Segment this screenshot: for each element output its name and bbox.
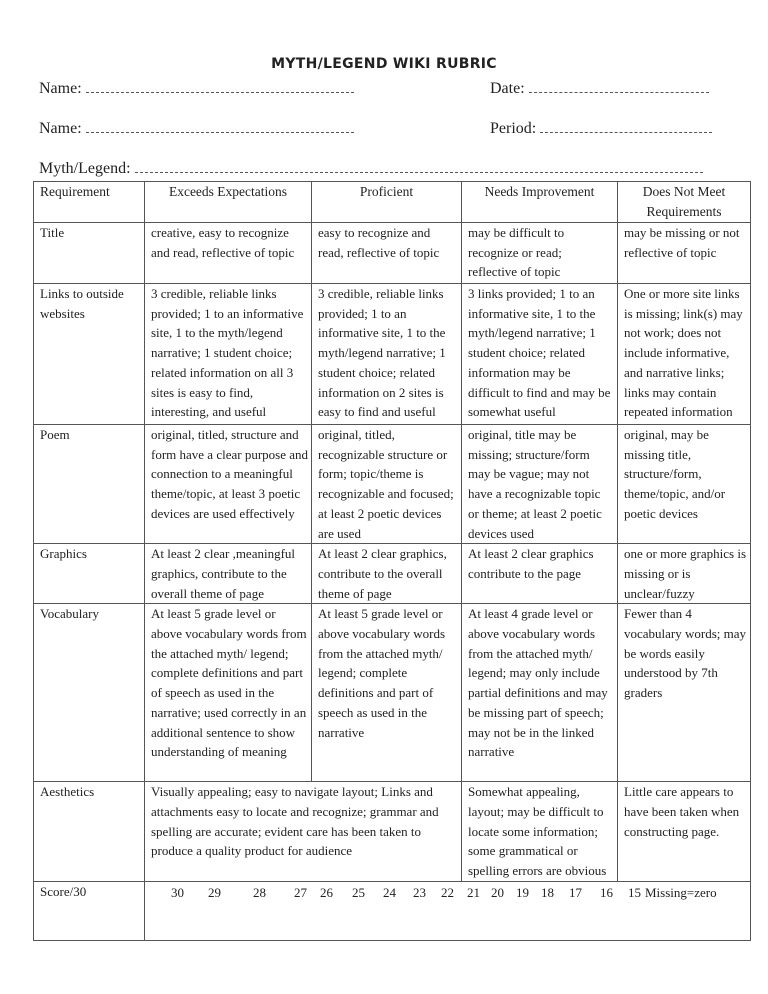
header-does-not-meet: Does Not Meet Requirements — [618, 182, 751, 223]
name-field-2[interactable] — [39, 120, 354, 138]
criteria-cell: Visually appealing; easy to navigate layout; Links and attachments easy to locate and recognize; grammar and spelling are accurate; evident care has been taken to produce a quality product for audience — [145, 782, 462, 882]
header-proficient: Proficient — [312, 182, 462, 223]
score-option[interactable]: 30 — [171, 884, 184, 900]
name-label: Name: — [39, 120, 82, 137]
criteria-cell: may be missing or not reflective of topic — [618, 223, 751, 284]
criteria-cell: 3 credible, reliable links provided; 1 to an informative site, 1 to the myth/legend narrative; 1 student choice; related information on 2 sites is easy to find and useful — [312, 284, 462, 425]
criteria-cell: original, titled, recognizable structure or form; topic/theme is recognizable and focused; at least 2 poetic devices are used — [312, 425, 462, 544]
header-row — [34, 182, 751, 223]
score-option[interactable]: 20 — [491, 884, 504, 900]
criteria-cell: may be difficult to recognize or read; reflective of topic — [462, 223, 618, 284]
header-requirement: Requirement — [34, 182, 145, 223]
score-option[interactable]: 26 — [320, 884, 333, 900]
table-row — [34, 604, 751, 782]
score-option[interactable]: 24 — [383, 884, 396, 900]
requirement-cell: Aesthetics — [34, 782, 145, 882]
header-needs-improvement: Needs Improvement — [462, 182, 618, 223]
requirement-cell: Poem — [34, 425, 145, 544]
requirement-cell: Vocabulary — [34, 604, 145, 782]
criteria-cell: original, titled, structure and form have a clear purpose and connection to a meaningful theme/topic, at least 3 poetic devices are used effectively — [145, 425, 312, 544]
score-option[interactable]: 23 — [413, 884, 426, 900]
table-row — [34, 425, 751, 544]
criteria-cell: Somewhat appealing, layout; may be difficult to locate some information; some grammatical or spelling errors are obvious — [462, 782, 618, 882]
score-option[interactable]: 21 — [467, 884, 480, 900]
score-option[interactable]: 15 — [628, 884, 641, 900]
criteria-cell: One or more site links is missing; link(s) may not work; does not include informative, and narrative links; links may contain repeated information — [618, 284, 751, 425]
criteria-cell: 3 links provided; 1 to an informative site, 1 to the myth/legend narrative; 1 student choice; related information may be difficult to find and may be somewhat useful — [462, 284, 618, 425]
criteria-cell: easy to recognize and read, reflective of topic — [312, 223, 462, 284]
criteria-cell: original, may be missing title, structure/form, theme/topic, and/or poetic devices — [618, 425, 751, 544]
period-field[interactable] — [490, 120, 712, 138]
table-row-aesthetics — [34, 782, 751, 882]
criteria-cell: creative, easy to recognize and read, reflective of topic — [145, 223, 312, 284]
period-label: Period: — [490, 120, 537, 137]
requirement-cell: Graphics — [34, 544, 145, 604]
score-option[interactable]: 19 — [516, 884, 529, 900]
missing-note: Missing=zero — [645, 884, 717, 900]
date-label: Date: — [490, 80, 525, 97]
criteria-cell: one or more graphics is missing or is unclear/fuzzy — [618, 544, 751, 604]
score-scale — [145, 881, 751, 940]
score-option[interactable]: 25 — [352, 884, 365, 900]
criteria-cell: At least 5 grade level or above vocabulary words from the attached myth/ legend; complete definitions and part of speech as used in the narrative; used correctly in an additional sentence to show understanding of meaning — [145, 604, 312, 782]
criteria-cell: At least 2 clear graphics contribute to the page — [462, 544, 618, 604]
score-row — [34, 881, 751, 940]
myth-legend-label: Myth/Legend: — [39, 160, 131, 177]
myth-legend-field[interactable] — [39, 160, 703, 178]
criteria-cell: Fewer than 4 vocabulary words; may be words easily understood by 7th graders — [618, 604, 751, 782]
score-label: Score/30 — [34, 881, 145, 940]
header-exceeds: Exceeds Expectations — [145, 182, 312, 223]
score-option[interactable]: 16 — [600, 884, 613, 900]
score-option[interactable]: 29 — [208, 884, 221, 900]
criteria-cell: At least 4 grade level or above vocabulary words from the attached myth/ legend; may only include partial definitions and may be missing part of speech; may not be in the linked narrative — [462, 604, 618, 782]
score-option[interactable]: 18 — [541, 884, 554, 900]
rubric-table — [33, 181, 751, 941]
criteria-cell: At least 5 grade level or above vocabulary words from the attached myth/ legend; complete definitions and part of speech as used in the narrative — [312, 604, 462, 782]
requirement-cell: Links to outside websites — [34, 284, 145, 425]
table-row — [34, 544, 751, 604]
criteria-cell: At least 2 clear ,meaningful graphics, contribute to the overall theme of page — [145, 544, 312, 604]
requirement-cell: Title — [34, 223, 145, 284]
criteria-cell: Little care appears to have been taken when constructing page. — [618, 782, 751, 882]
criteria-cell: At least 2 clear graphics, contribute to the overall theme of page — [312, 544, 462, 604]
date-field[interactable] — [490, 80, 709, 98]
score-option[interactable]: 22 — [441, 884, 454, 900]
name-label: Name: — [39, 80, 82, 97]
page-title: MYTH/LEGEND WIKI RUBRIC — [271, 56, 497, 72]
score-option[interactable]: 27 — [294, 884, 307, 900]
criteria-cell: original, title may be missing; structure/form may be vague; may not have a recognizable topic or theme; at least 2 poetic devices used — [462, 425, 618, 544]
table-row — [34, 284, 751, 425]
name-field-1[interactable] — [39, 80, 354, 98]
score-option[interactable]: 17 — [569, 884, 582, 900]
score-option[interactable]: 28 — [253, 884, 266, 900]
table-row — [34, 223, 751, 284]
criteria-cell: 3 credible, reliable links provided; 1 to an informative site, 1 to the myth/legend narrative; 1 student choice; related information on all 3 sites is easy to find, interesting, and useful — [145, 284, 312, 425]
